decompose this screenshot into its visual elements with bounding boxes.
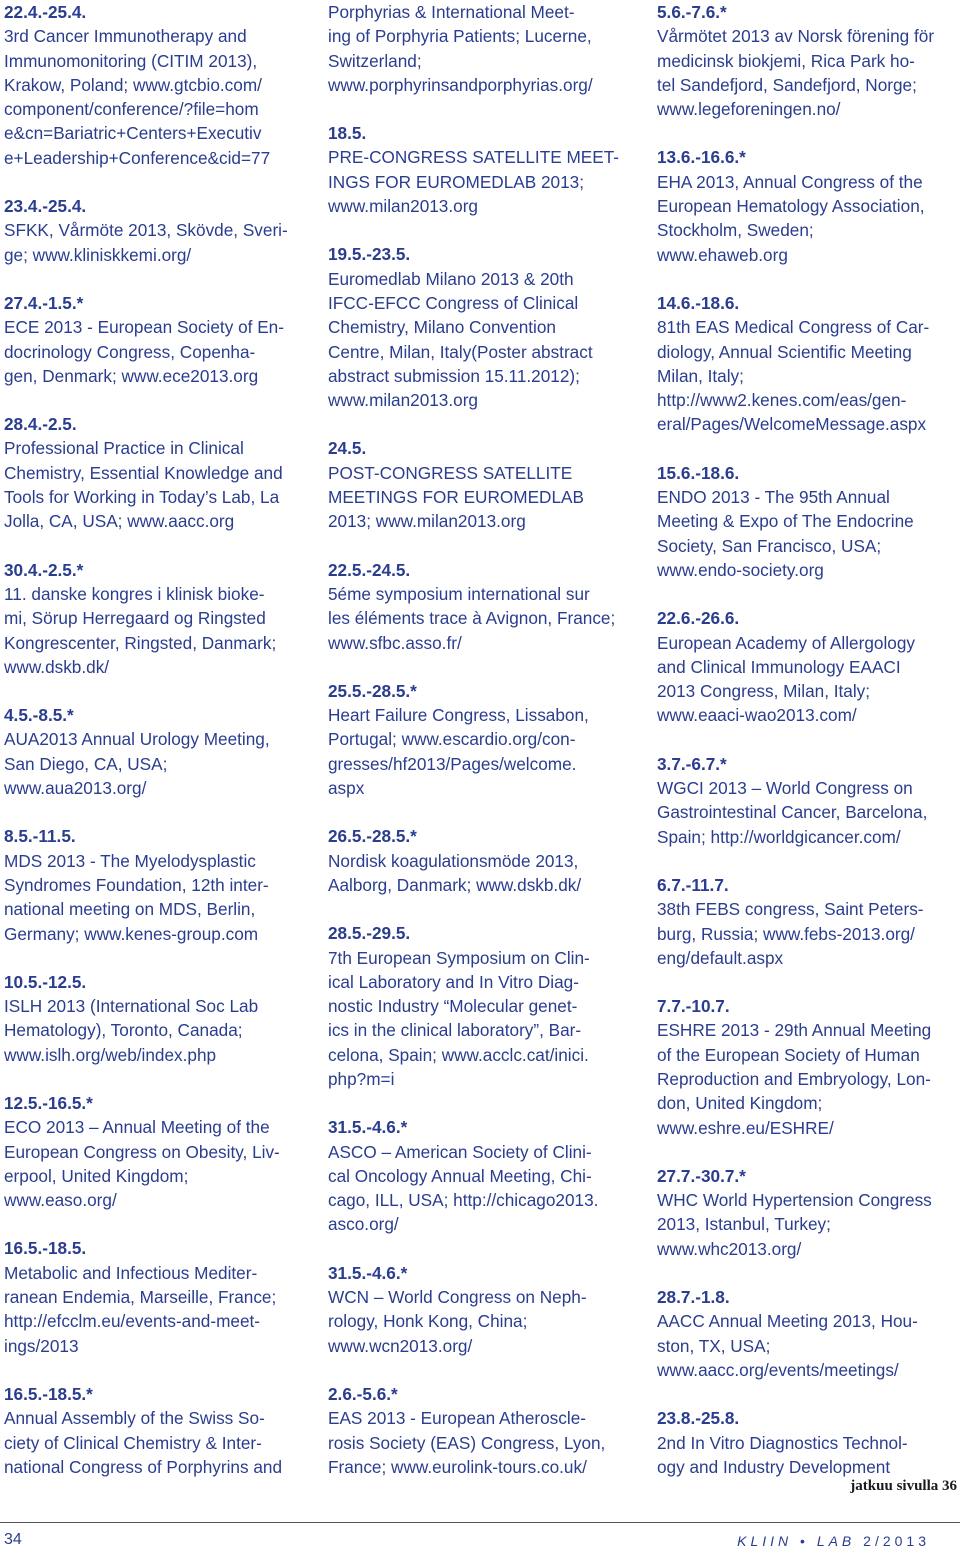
event-description: ENDO 2013 - The 95th Annual Meeting & Expo of The Endocrine Society, San Francisco, USA; www.endo-society.org — [657, 487, 914, 580]
page-number: 34 — [4, 1531, 22, 1548]
event-description: WHC World Hypertension Congress 2013, Istanbul, Turkey; www.whc2013.org/ — [657, 1190, 932, 1259]
event-date: 31.5.-4.6.* — [328, 1117, 408, 1138]
event-date: 28.4.-2.5. — [4, 414, 77, 435]
event-description: Vårmötet 2013 av Norsk förening för medicinsk biokjemi, Rica Park ho- tel Sandefjord, Sandefjord, Norge; www.legeforeningen.no/ — [657, 26, 935, 120]
journal-lab: LAB — [816, 1533, 856, 1549]
event-description: MDS 2013 - The Myelodysplastic Syndromes Foundation, 12th inter- national meeting on MDS, Berlin, Germany; www.kenes-group.com — [4, 850, 269, 944]
event-entry — [328, 1261, 630, 1358]
continuation-note: jatkuu sivulla 36 — [850, 1478, 957, 1494]
event-date: 15.6.-18.6. — [657, 462, 740, 483]
event-entry — [4, 1091, 304, 1212]
event-entry — [4, 558, 304, 679]
event-date: 30.4.-2.5.* — [4, 559, 84, 580]
event-date: 23.4.-25.4. — [4, 196, 87, 217]
event-description: POST-CONGRESS SATELLITE MEETINGS FOR EUROMEDLAB 2013; www.milan2013.org — [328, 462, 584, 532]
event-description: Porphyrias & International Meet- ing of Porphyria Patients; Lucerne, Switzerland; www.porphyrinsandporphyrias.org/ — [328, 2, 593, 95]
journal-issue: 2/2013 — [863, 1533, 930, 1549]
event-entry — [4, 291, 304, 388]
journal-bullet: • — [800, 1533, 809, 1549]
event-date: 19.5.-23.5. — [328, 244, 411, 265]
event-date: 2.6.-5.6.* — [328, 1383, 398, 1404]
event-entry — [657, 606, 957, 727]
event-date: 27.4.-1.5.* — [4, 292, 84, 313]
event-date: 10.5.-12.5. — [4, 971, 87, 992]
event-entry — [4, 824, 304, 945]
event-date: 26.5.-28.5.* — [328, 826, 417, 847]
journal-name: KLIIN — [737, 1533, 793, 1549]
journal-title — [737, 1533, 930, 1549]
event-description: WGCI 2013 – World Congress on Gastrointestinal Cancer, Barcelona, Spain; http://worldgicancer.com/ — [657, 778, 928, 847]
event-description: ESHRE 2013 - 29th Annual Meeting of the European Society of Human Reproduction and Embryology, Lon- don, United Kingdom; www.eshre.eu/ESHRE/ — [657, 1020, 932, 1138]
event-description: PRE-CONGRESS SATELLITE MEET- INGS FOR EUROMEDLAB 2013; www.milan2013.org — [328, 147, 619, 217]
event-date: 28.7.-1.8. — [657, 1287, 730, 1308]
event-description: AUA2013 Annual Urology Meeting, San Diego, CA, USA; www.aua2013.org/ — [4, 729, 270, 799]
event-description: EHA 2013, Annual Congress of the European Hematology Association, Stockholm, Sweden; www.ehaweb.org — [657, 171, 925, 265]
event-date: 14.6.-18.6. — [657, 292, 740, 313]
column-2 — [328, 0, 630, 1503]
event-entry — [328, 558, 630, 655]
event-date: 3.7.-6.7.* — [657, 753, 727, 774]
event-description: Nordisk koagulationsmöde 2013, Aalborg, Danmark; www.dskb.dk/ — [328, 850, 582, 895]
column-3 — [657, 0, 957, 1503]
event-description: Euromedlab Milano 2013 & 20th IFCC-EFCC Congress of Clinical Chemistry, Milano Convention Centre, Milan, Italy(Poster abstract abstract submission 15.11.2012); www.milan2013.org — [328, 268, 593, 411]
event-description: ECE 2013 - European Society of En- docrinology Congress, Copenha- gen, Denmark; www.ece2013.org — [4, 317, 284, 386]
event-date: 4.5.-8.5.* — [4, 705, 74, 726]
event-entry — [657, 145, 957, 266]
event-description: 81th EAS Medical Congress of Car- diology, Annual Scientific Meeting Milan, Italy; http://www2.kenes.com/eas/gen- eral/Pages/WelcomeMessage.aspx — [657, 317, 930, 435]
event-entry — [657, 1285, 957, 1382]
event-entry — [4, 0, 304, 170]
event-entry — [657, 1406, 957, 1479]
event-date: 7.7.-10.7. — [657, 996, 730, 1017]
event-entry — [657, 461, 957, 582]
event-date: 13.6.-16.6.* — [657, 147, 746, 168]
event-description: Metabolic and Infectious Mediter- ranean Endemia, Marseille, France; http://efcclm.eu/events-and-meet- ings/2013 — [4, 1262, 277, 1356]
event-entry — [657, 1164, 957, 1261]
event-date: 22.6.-26.6. — [657, 608, 740, 629]
event-date: 22.5.-24.5. — [328, 559, 411, 580]
event-date: 22.4.-25.4. — [4, 2, 87, 22]
event-entry — [328, 921, 630, 1091]
event-date: 16.5.-18.5.* — [4, 1383, 93, 1404]
event-date: 5.6.-7.6.* — [657, 2, 727, 22]
event-description: ISLH 2013 (International Soc Lab Hematology), Toronto, Canada; www.islh.org/web/index.php — [4, 996, 259, 1065]
event-description: Heart Failure Congress, Lissabon, Portugal; www.escardio.org/con- gresses/hf2013/Pages/welcome. aspx — [328, 705, 589, 799]
event-description: AACC Annual Meeting 2013, Hou- ston, TX, USA; www.aacc.org/events/meetings/ — [657, 1311, 918, 1380]
event-date: 12.5.-16.5.* — [4, 1092, 93, 1113]
event-description: 5éme symposium international sur les éléments trace à Avignon, France; www.sfbc.asso.fr/ — [328, 583, 616, 653]
event-date: 6.7.-11.7. — [657, 874, 729, 895]
event-entry — [328, 679, 630, 800]
footer-divider — [0, 1522, 960, 1523]
event-entry — [328, 1115, 630, 1236]
event-entry — [657, 0, 957, 121]
event-date: 27.7.-30.7.* — [657, 1165, 746, 1186]
event-description: 3rd Cancer Immunotherapy and Immunomonitoring (CITIM 2013), Krakow, Poland; www.gtcbio.com/ component/conference/?file=hom e&cn=Bariatric+Centers+Executiv e+Leadership+Conference&cid=77 — [4, 26, 271, 168]
event-entry — [4, 194, 304, 267]
event-description: Professional Practice in Clinical Chemistry, Essential Knowledge and Tools for Working in Today’s Lab, La Jolla, CA, USA; www.aacc.org — [4, 438, 283, 532]
event-date: 31.5.-4.6.* — [328, 1262, 408, 1283]
event-entry — [328, 0, 630, 97]
event-entry — [657, 873, 957, 970]
event-description: ASCO – American Society of Clini- cal Oncology Annual Meeting, Chi- cago, ILL, USA; http://chicago2013. asco.org/ — [328, 1141, 599, 1235]
event-date: 8.5.-11.5. — [4, 826, 76, 847]
event-date: 23.8.-25.8. — [657, 1408, 740, 1429]
event-entry — [4, 1382, 304, 1479]
event-entry — [328, 436, 630, 533]
event-description: ECO 2013 – Annual Meeting of the European Congress on Obesity, Liv- erpool, United Kingdom; www.easo.org/ — [4, 1117, 280, 1211]
event-date: 25.5.-28.5.* — [328, 680, 417, 701]
event-entry — [657, 994, 957, 1140]
event-entry — [4, 703, 304, 800]
event-description: 11. danske kongres i klinisk bioke- mi, Sörup Herregaard og Ringsted Kongrescenter, Ringsted, Danmark; www.dskb.dk/ — [4, 583, 277, 677]
event-entry — [4, 1236, 304, 1357]
event-entry — [4, 970, 304, 1067]
event-date: 24.5. — [328, 438, 367, 459]
event-entry — [328, 824, 630, 897]
event-description: WCN – World Congress on Neph- rology, Honk Kong, China; www.wcn2013.org/ — [328, 1287, 587, 1356]
event-entry — [328, 1382, 630, 1479]
event-date: 16.5.-18.5. — [4, 1238, 87, 1259]
event-entry — [657, 752, 957, 849]
event-description: 38th FEBS congress, Saint Peters- burg, Russia; www.febs-2013.org/ eng/default.aspx — [657, 899, 924, 968]
event-date: 28.5.-29.5. — [328, 923, 411, 944]
event-description: European Academy of Allergology and Clinical Immunology EAACI 2013 Congress, Milan, Italy; www.eaaci-wao2013.com/ — [657, 632, 915, 726]
event-entry — [328, 121, 630, 218]
event-description: EAS 2013 - European Atheroscle- rosis Society (EAS) Congress, Lyon, France; www.eurolink-tours.co.uk/ — [328, 1408, 606, 1477]
event-description: 2nd In Vitro Diagnostics Technol- ogy and Industry Development — [657, 1432, 908, 1477]
event-description: Annual Assembly of the Swiss So- ciety of Clinical Chemistry & Inter- national Congress of Porphyrins and — [4, 1408, 283, 1477]
event-entry — [328, 242, 630, 412]
event-entry — [4, 412, 304, 533]
event-description: SFKK, Vårmöte 2013, Skövde, Sveri- ge; www.kliniskkemi.org/ — [4, 220, 288, 265]
event-date: 18.5. — [328, 123, 367, 144]
event-description: 7th European Symposium on Clin- ical Laboratory and In Vitro Diag- nostic Industry “Molecular genet- ics in the clinical laboratory”, Bar- celona, Spain; www.acclc.cat/inici. php?m=i — [328, 947, 590, 1089]
event-entry — [657, 291, 957, 437]
column-1 — [4, 0, 304, 1503]
